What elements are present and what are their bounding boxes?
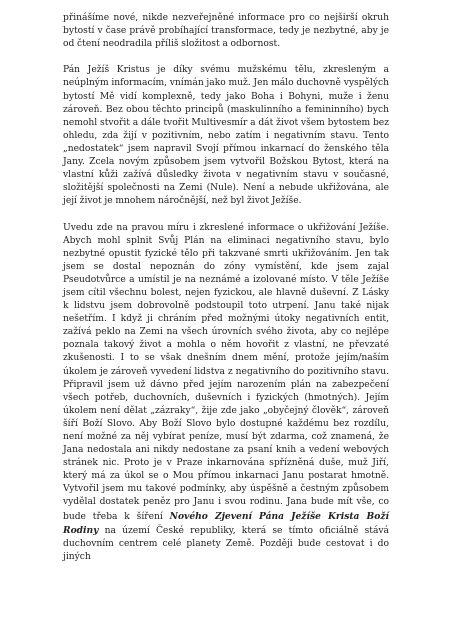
paragraph-1: přinášíme nové, nikde nezveřejněné informace pro co nejširší okruh bytostí v čase právě probíhající transformace, tedy je nezbytné, aby je od čtení neodradila příliš složitost a odbornost. bbox=[63, 13, 389, 50]
book-title-emphasis: Nového Zjevení Pána Ježíše Krista Boží Rodiny bbox=[63, 510, 389, 536]
paragraph-2: Pán Ježíš Kristus je díky svému mužskému tělu, zkresleným a neúplným informacím, vnímán jako muž. Jen málo duchovně vyspělých bytostí Mě vidí komplexně, tedy jako Boha i Bohyni, muže i ženu zároveň. Bez obou těchto principů (maskulinního a femininního) bych nemohl stvořit a dále tvořit Multivesmír a dát život všem bytostem bez ohledu, zda žijí v pozitivním, nebo zatím i negativním stavu. Tento „nedostatek“ jsem napravil Svojí přímou inkarnací do ženského těla Jany. Zcela novým způsobem jsem vytvořil Božskou Bytost, která na vlastní kůži zažívá důsledky života v negativním stavu v současné, složitější společnosti na Zemi (Nule). Není a nebude ukřižována, ale její život je mnohem náročnější, než byl život Ježíše. bbox=[63, 65, 389, 207]
paragraph-3-tail: na území České republiky, která se tímto oficiálně stává duchovním centrem celé planety Země. Později bude cestovat i do jiných bbox=[63, 525, 389, 562]
paragraph-3 bbox=[63, 222, 389, 564]
paragraph-3-lead: Uvedu zde na pravou míru i zkreslené informace o ukřižování Ježíše. Abych mohl splnit Svůj Plán na eliminaci negativního stavu, bylo nezbytné opustit fyzické tělo při takzvané smrti ukřižováním. Jen tak jsem se dostal nepoznán do zóny vymístění, kde jsem zajal Pseudotvůrce a umístil je na neznámé a izolované místo. V těle Ježíše jsem cítil všechnu bolest, nejen fyzickou, ale hlavně duševní. Z Lásky k lidstvu jsem dobrovolně podstoupil toto utrpení. Janu také nijak nešetřím. I když ji chráním před možnými útoky negativních entit, zažívá peklo na Zemi na všech úrovních svého života, aby co nejlépe poznala takový život a mohla o něm hovořit z vlastní, ne převzaté zkušenosti. I to se však dnešním dnem mění, protože jejím/naším úkolem je zároveň vyvedení lidstva z negativního do pozitivního stavu. Připravil jsem už dávno před jejím narozením plán na zabezpečení všech potřeb, duchovních, duševních i fyzických (hmotných). Jejím úkolem není dělat „zázraky“, žije zde jako „obyčejný člověk“, zároveň šíří Boží Slovo. Aby Boží Slovo bylo dostupné každému bez rozdílu, není možné za něj vybírat peníze, musí být zdarma, což znamená, že Jana nedostala ani nikdy nedostane za psaní knih a vedení webových stránek nic. Proto je v Praze inkarnována spřízněná duše, muž Jiří, který má za úkol se o Mou přímou inkarnaci Janu postarat hmotně. Vytvořil jsem mu takové podmínky, aby úspěšně a čestným způsobem vydělal dostatek peněz pro Janu i svou rodinu. Jana bude mít vše, co bude třeba k šíření bbox=[63, 222, 389, 522]
document-body bbox=[63, 12, 389, 577]
